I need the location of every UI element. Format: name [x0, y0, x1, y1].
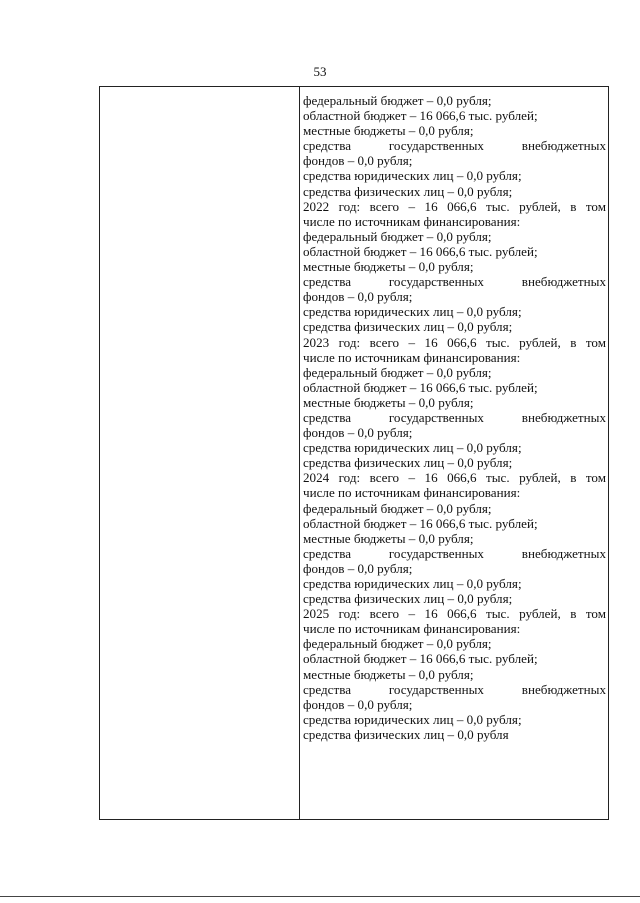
text-line: средства физических лиц – 0,0 рубля;	[303, 455, 513, 471]
text-line: областной бюджет – 16 066,6 тыс. рублей;	[303, 243, 538, 259]
text-line: фондов – 0,0 рубля;	[303, 560, 413, 576]
text-line: средства государственных внебюджетных	[303, 545, 606, 561]
text-line: 2025 год: всего – 16 066,6 тыс. рублей, в том	[303, 606, 606, 622]
text-line: средства юридических лиц – 0,0 рубля;	[303, 576, 522, 591]
text-line: числе по источникам финансирования:	[303, 621, 521, 637]
text-line: средства юридических лиц – 0,0 рубля;	[303, 711, 522, 727]
text-line: средства юридических лиц – 0,0 рубля;	[303, 440, 522, 456]
table-right-cell	[303, 93, 606, 742]
text-line: средства государственных внебюджетных	[303, 681, 606, 697]
text-line: фондов – 0,0 рубля;	[303, 696, 413, 712]
text-line: средства физических лиц – 0,0 рубля;	[303, 319, 513, 335]
column-divider	[299, 87, 300, 819]
text-line: числе по источникам финансирования:	[303, 349, 521, 365]
page-bottom-rule	[0, 896, 640, 897]
text-line: областной бюджет – 16 066,6 тыс. рублей;	[303, 108, 538, 124]
text-line: 2023 год: всего – 16 066,6 тыс. рублей, в том	[303, 334, 606, 350]
text-line: местные бюджеты – 0,0 рубля;	[303, 530, 474, 546]
text-line: местные бюджеты – 0,0 рубля;	[303, 666, 474, 682]
text-line: числе по источникам финансирования:	[303, 213, 521, 229]
text-line: средства физических лиц – 0,0 рубля;	[303, 591, 513, 607]
text-line: фондов – 0,0 рубля;	[303, 289, 413, 305]
text-line: федеральный бюджет – 0,0 рубля;	[303, 93, 492, 108]
text-line: федеральный бюджет – 0,0 рубля;	[303, 636, 492, 652]
text-line: местные бюджеты – 0,0 рубля;	[303, 123, 474, 139]
text-line: федеральный бюджет – 0,0 рубля;	[303, 364, 492, 380]
text-line: средства юридических лиц – 0,0 рубля;	[303, 168, 522, 184]
page-number: 53	[313, 64, 327, 79]
text-line: 2024 год: всего – 16 066,6 тыс. рублей, в том	[303, 470, 606, 486]
text-line: местные бюджеты – 0,0 рубля;	[303, 259, 474, 275]
text-line: средства юридических лиц – 0,0 рубля;	[303, 304, 522, 320]
text-line: средства государственных внебюджетных	[303, 409, 606, 425]
text-line: федеральный бюджет – 0,0 рубля;	[303, 500, 492, 516]
text-line: средства государственных внебюджетных	[303, 274, 606, 290]
text-line: фондов – 0,0 рубля;	[303, 153, 413, 169]
text-line: областной бюджет – 16 066,6 тыс. рублей;	[303, 379, 538, 395]
text-line: средства физических лиц – 0,0 рубля;	[303, 183, 513, 199]
text-line: областной бюджет – 16 066,6 тыс. рублей;	[303, 651, 538, 667]
text-line: средства государственных внебюджетных	[303, 138, 606, 154]
text-line: местные бюджеты – 0,0 рубля;	[303, 394, 474, 410]
text-line: средства физических лиц – 0,0 рубля	[303, 726, 509, 742]
text-line: областной бюджет – 16 066,6 тыс. рублей;	[303, 515, 538, 531]
text-line: фондов – 0,0 рубля;	[303, 425, 413, 441]
text-line: числе по источникам финансирования:	[303, 485, 521, 501]
text-line: 2022 год: всего – 16 066,6 тыс. рублей, в том	[303, 198, 606, 214]
text-line: федеральный бюджет – 0,0 рубля;	[303, 228, 492, 244]
funding-table	[99, 86, 609, 820]
